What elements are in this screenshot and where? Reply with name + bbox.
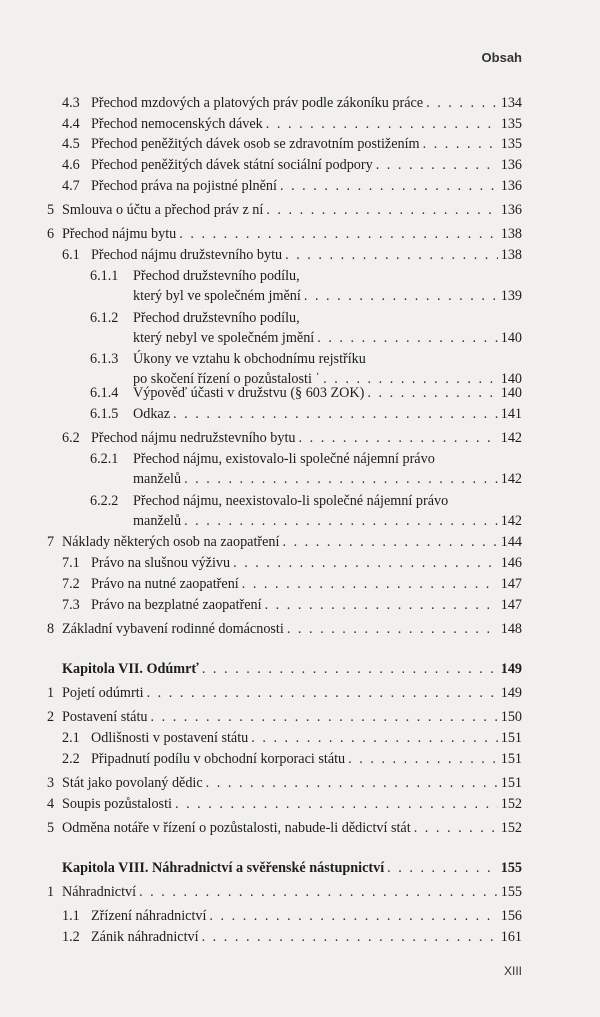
toc-entry-title: Přechod peněžitých dávek státní sociální podpory: [91, 157, 373, 173]
toc-entry-title: Přechod nájmu, neexistovalo-li společné nájemní právo: [133, 493, 449, 509]
toc-page-number: 142: [500, 471, 522, 487]
dot-leader: [285, 245, 498, 265]
toc-entry-number: 1.2: [62, 929, 80, 945]
dot-leader: [299, 428, 498, 448]
toc-entry-number: 1: [47, 884, 55, 900]
toc-entry-number: 3: [47, 775, 55, 791]
dot-leader: [184, 469, 498, 489]
dot-leader: [209, 906, 497, 926]
toc-page-number: 155: [500, 884, 522, 900]
toc-entry-number: 4.5: [62, 136, 80, 152]
dot-leader: [179, 224, 497, 244]
toc-entry-title: který nebyl ve společném jmění: [133, 330, 315, 346]
toc-entry-title: Přechod nájmu, existovalo-li společné nájemní právo: [133, 451, 435, 467]
dot-leader: [175, 794, 498, 814]
toc-page-number: 161: [500, 929, 522, 945]
toc-entry-title: Náhradnictví: [62, 884, 137, 900]
toc-page-number: 149: [500, 685, 522, 701]
toc-page-number: 144: [500, 534, 522, 550]
toc-page-number: 152: [500, 820, 522, 836]
toc-page-number: 139: [500, 288, 522, 304]
toc-entry-title: Přechod nájmu bytu: [62, 226, 177, 242]
dot-leader: [423, 134, 498, 154]
toc-entry-title: Právo na nutné zaopatření: [91, 576, 239, 592]
dot-leader: [184, 511, 498, 531]
toc-entry-title: Kapitola VII. Odúmrť: [62, 661, 199, 677]
toc-entry-title: Odměna notáře v řízení o pozůstalosti, nabude-li dědictví stát: [62, 820, 411, 836]
toc-entry-title: který byl ve společném jmění: [133, 288, 301, 304]
toc-entry-number: 6.2.1: [90, 451, 119, 467]
toc-entry-number: 7.2: [62, 576, 80, 592]
toc-page-number: 146: [500, 555, 522, 571]
dot-leader: [348, 749, 498, 769]
toc-page-number: 141: [500, 406, 522, 422]
page-number: XIII: [503, 964, 522, 978]
toc-entry-title: Přechod družstevního podílu,: [133, 268, 300, 284]
toc-entry-number: 1.1: [62, 908, 80, 924]
toc-entry-title: Kapitola VIII. Náhradnictví a svěřenské nástupnictví: [62, 860, 385, 876]
dot-leader: [233, 553, 498, 573]
toc-page-number: 150: [500, 709, 522, 725]
toc-entry-number: 4: [47, 796, 55, 812]
toc-entry-title: Přechod nájmu nedružstevního bytu: [91, 430, 296, 446]
toc-page-number: 147: [500, 597, 522, 613]
toc-entry-number: 6.1.5: [90, 406, 119, 422]
dot-leader: [147, 683, 498, 703]
toc-entry-title: Přechod práva na pojistné plnění: [91, 178, 277, 194]
toc-page-number: 134: [500, 95, 522, 111]
toc-entry-number: 6.1.4: [90, 385, 119, 401]
toc-entry-title: Odlišnosti v postavení státu: [91, 730, 249, 746]
toc-page-number: 151: [500, 730, 522, 746]
toc-page-number: 155: [500, 860, 522, 876]
toc-entry-number: 4.4: [62, 116, 80, 132]
toc-page-number: 138: [500, 247, 522, 263]
dot-leader: [202, 927, 498, 947]
toc-page-number: 140: [500, 330, 522, 346]
toc-entry-number: 2.1: [62, 730, 80, 746]
toc-entry-number: 4.3: [62, 95, 80, 111]
toc-entry-number: 6: [47, 226, 55, 242]
toc-entry-title: Stát jako povolaný dědic: [62, 775, 203, 791]
dot-leader: [387, 858, 498, 878]
toc-page-number: 142: [500, 513, 522, 529]
toc-entry-number: 4.6: [62, 157, 80, 173]
toc-page-number: 142: [500, 430, 522, 446]
toc-entry-number: 7.3: [62, 597, 80, 613]
dot-leader: [282, 532, 497, 552]
dot-leader: [139, 882, 498, 902]
dot-leader: [266, 114, 498, 134]
toc-entry-number: 6.2: [62, 430, 80, 446]
toc-entry-number: 6.2.2: [90, 493, 119, 509]
toc-entry-number: 6.1: [62, 247, 80, 263]
toc-page-number: 136: [500, 202, 522, 218]
toc-page-number: 151: [500, 751, 522, 767]
dot-leader: [317, 328, 497, 348]
toc-entry-title: Právo na bezplatné zaopatření: [91, 597, 262, 613]
toc-entry-title: Připadnutí podílu v obchodní korporaci státu: [91, 751, 346, 767]
toc-entry-title: Pojetí odúmrti: [62, 685, 144, 701]
dot-leader: [242, 574, 498, 594]
dot-leader: [414, 818, 498, 838]
toc-entry-title: Postavení státu: [62, 709, 148, 725]
dot-leader: [151, 707, 498, 727]
toc-entry-number: 2.2: [62, 751, 80, 767]
dot-leader: [265, 595, 498, 615]
toc-entry-title: Přechod mzdových a platových práv podle zákoníku práce: [91, 95, 424, 111]
toc-page-number: 140: [500, 385, 522, 401]
toc-page-number: 138: [500, 226, 522, 242]
toc-entry-number: 4.7: [62, 178, 80, 194]
toc-entry-number: 7.1: [62, 555, 80, 571]
dot-leader: [206, 773, 498, 793]
toc-entry-title: Přechod peněžitých dávek osob se zdravotním postižením: [91, 136, 420, 152]
toc-page-number: 147: [500, 576, 522, 592]
toc-entry-number: 8: [47, 621, 55, 637]
toc-entry-title: Odkaz: [133, 406, 171, 422]
toc-entry-number: 5: [47, 820, 55, 836]
toc-entry-number: 7: [47, 534, 55, 550]
toc-entry-number: 2: [47, 709, 55, 725]
toc-entry-title: Právo na slušnou výživu: [91, 555, 231, 571]
toc-entry-number: 6.1.3: [90, 351, 119, 367]
toc-entry-number: 5: [47, 202, 55, 218]
dot-leader: [202, 659, 498, 679]
toc-page-number: 135: [500, 136, 522, 152]
dot-leader: [173, 404, 498, 424]
toc-entry-title: Přechod nemocenských dávek: [91, 116, 263, 132]
toc-page-number: 156: [500, 908, 522, 924]
toc-page-number: 151: [500, 775, 522, 791]
toc-entry-title: Zánik náhradnictví: [91, 929, 199, 945]
toc-entry-title: manželů: [133, 471, 182, 487]
toc-entry-title: Úkony ve vztahu k obchodnímu rejstříku: [133, 351, 366, 367]
dot-leader: [251, 728, 497, 748]
toc-entry-title: Základní vybavení rodinné domácnosti: [62, 621, 284, 637]
toc-entry-title: po skočení řízení o pozůstalosti ˈ: [133, 371, 321, 387]
toc-page-number: 148: [500, 621, 522, 637]
dot-leader: [287, 619, 498, 639]
dot-leader: [266, 200, 497, 220]
dot-leader: [376, 155, 498, 175]
toc-entry-number: 6.1.2: [90, 310, 119, 326]
toc-page-number: 140: [500, 371, 522, 387]
toc-entry-title: Soupis pozůstalosti: [62, 796, 172, 812]
dot-leader: [304, 286, 498, 306]
toc-page-number: 135: [500, 116, 522, 132]
toc-entry-title: manželů: [133, 513, 182, 529]
toc-entry-number: 1: [47, 685, 55, 701]
toc-page-number: 149: [500, 661, 522, 677]
toc-page-number: 152: [500, 796, 522, 812]
toc-entry-title: Výpověď účasti v družstvu (§ 603 ZOK): [133, 385, 365, 401]
toc-entry-title: Přechod družstevního podílu,: [133, 310, 300, 326]
toc-entry-title: Náklady některých osob na zaopatření: [62, 534, 280, 550]
dot-leader: [426, 93, 498, 113]
toc-entry-title: Smlouva o účtu a přechod práv z ní: [62, 202, 264, 218]
toc-entry-number: 6.1.1: [90, 268, 119, 284]
running-header: Obsah: [481, 50, 522, 65]
toc-page-number: 136: [500, 178, 522, 194]
toc-entry-title: Zřízení náhradnictví: [91, 908, 207, 924]
toc-entry-title: Přechod nájmu družstevního bytu: [91, 247, 283, 263]
dot-leader: [367, 383, 497, 403]
toc-page-number: 136: [500, 157, 522, 173]
dot-leader: [280, 176, 498, 196]
